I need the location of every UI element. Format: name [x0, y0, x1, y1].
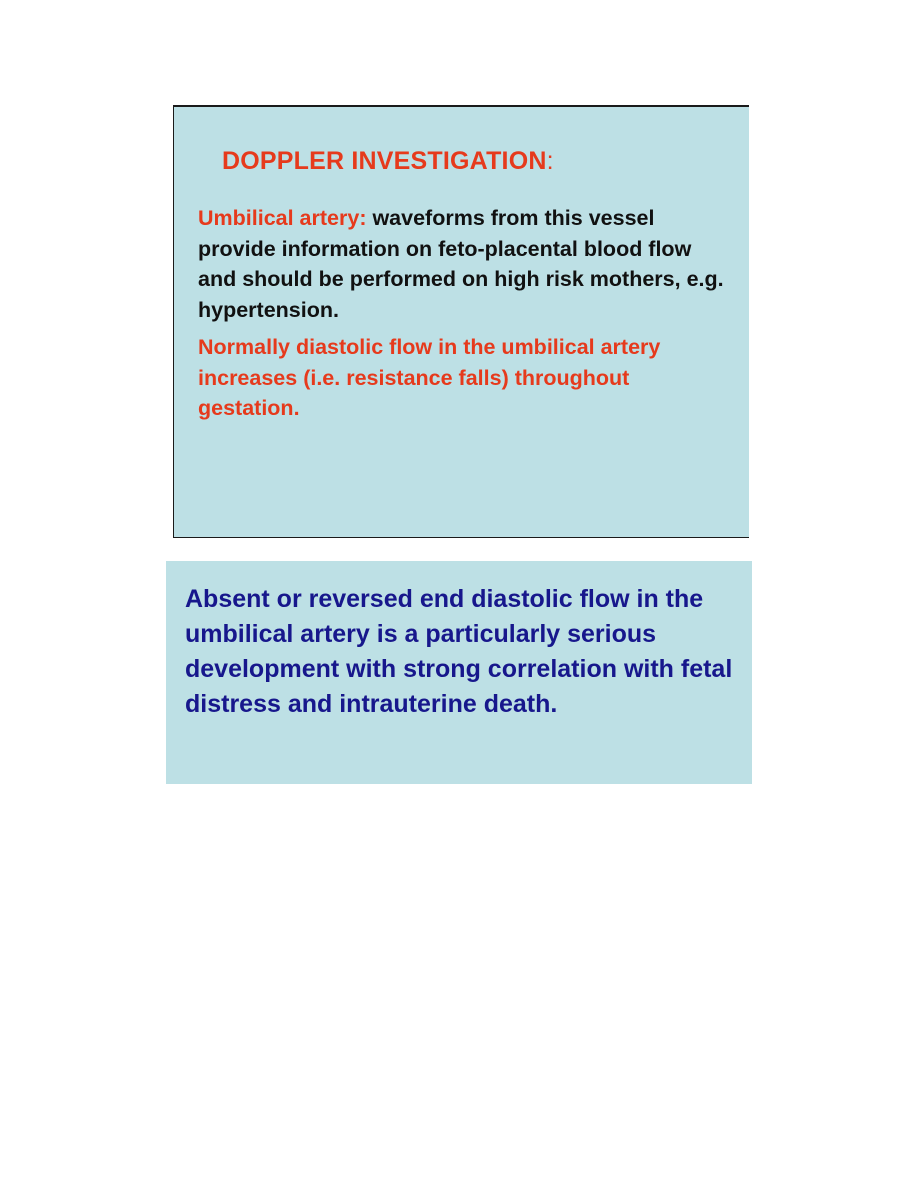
diastolic-flow-paragraph: Normally diastolic flow in the umbilical artery increases (i.e. resistance falls) throughout gestation. [198, 335, 661, 420]
slide-title [222, 147, 554, 176]
absent-reversed-flow-text: Absent or reversed end diastolic flow in the umbilical artery is a particularly serious development with strong correlation with fetal distress and intrauterine death. [185, 585, 733, 718]
slide-body [198, 203, 728, 424]
umbilical-artery-paragraph [198, 203, 728, 325]
slide-title-colon: : [546, 147, 554, 175]
umbilical-artery-description: waveforms from this vessel provide information on feto-placental blood flow and should be performed on high risk mothers, e.g. hypertension. [198, 206, 724, 322]
slide-doppler-investigation [173, 105, 749, 538]
umbilical-artery-label: Umbilical artery: [198, 206, 367, 230]
slide-title-text: DOPPLER INVESTIGATION [222, 147, 547, 175]
slide-absent-reversed-flow [166, 561, 752, 784]
